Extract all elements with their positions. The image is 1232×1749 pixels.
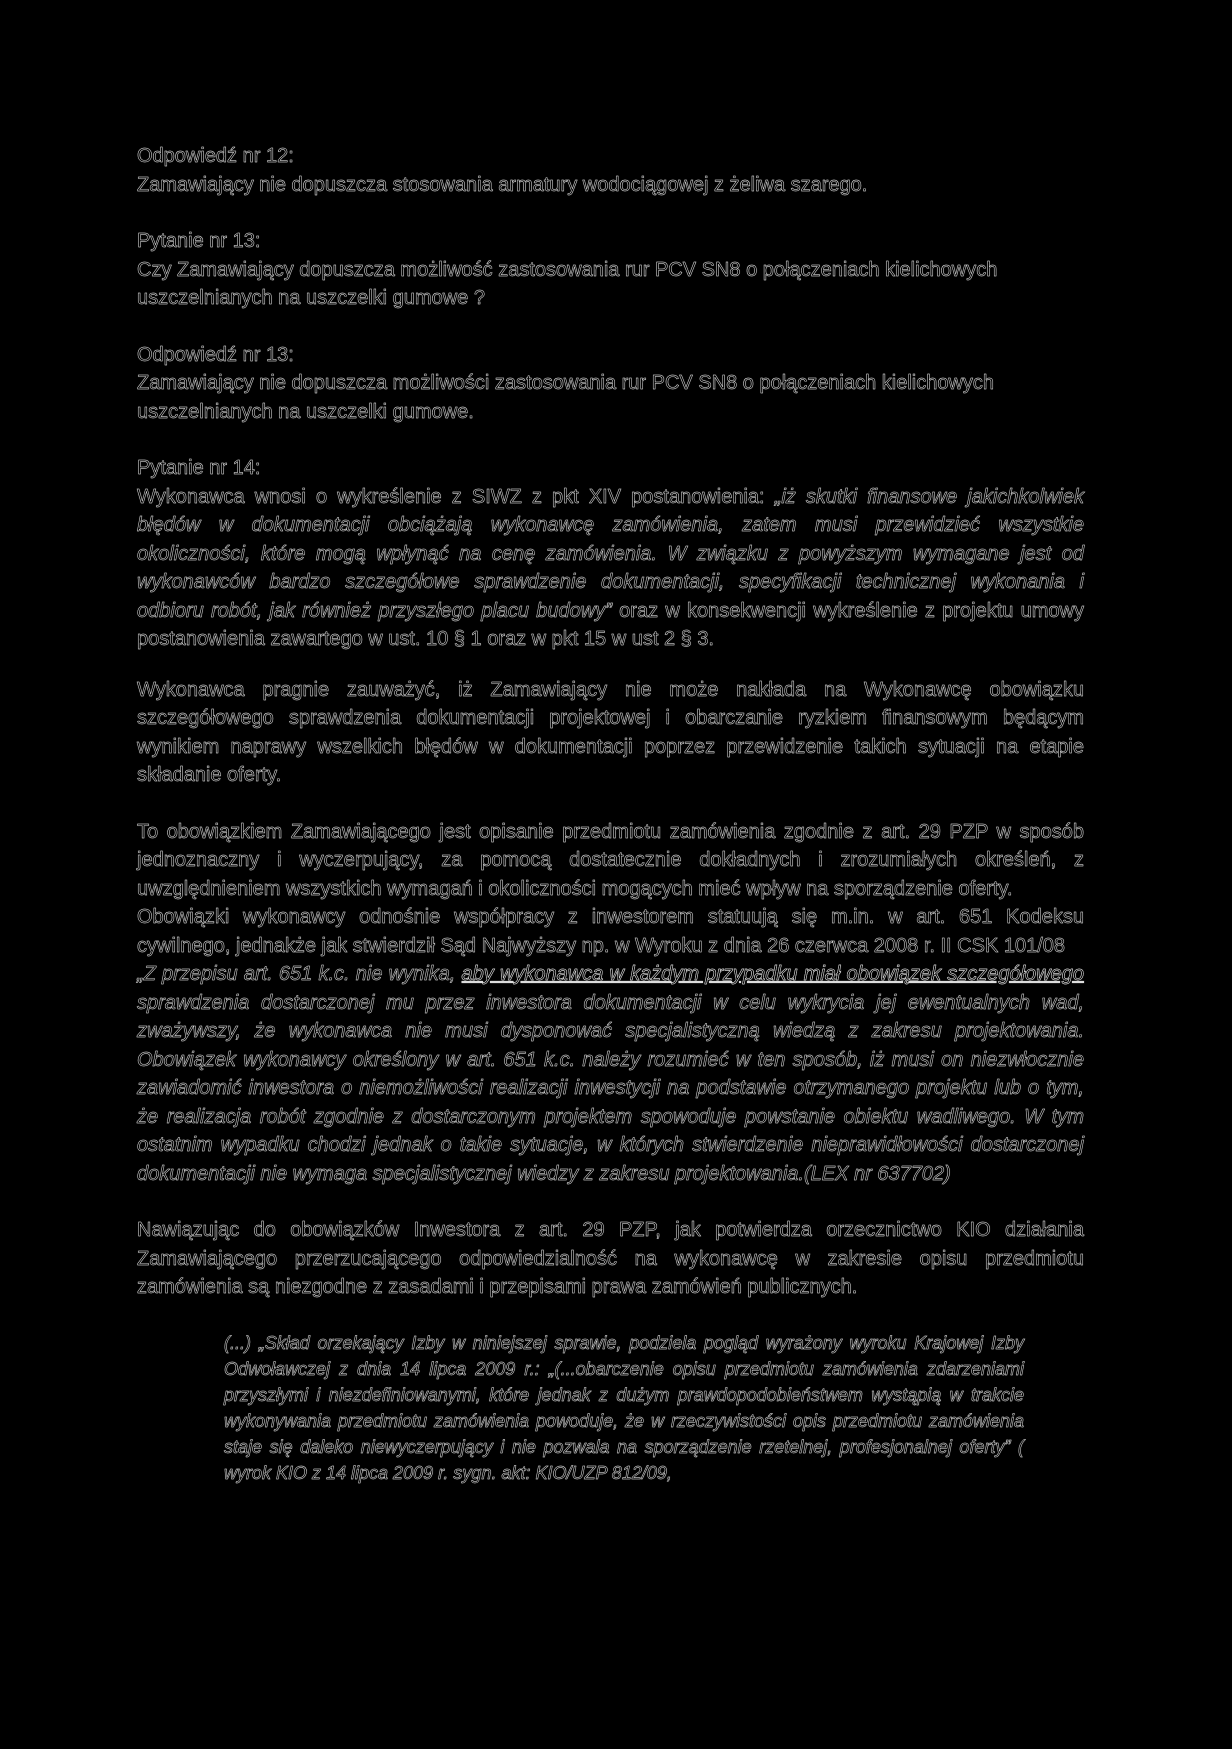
answer-12-text: Zamawiający nie dopuszcza stosowania armatury wodociągowej z żeliwa szarego. <box>137 173 868 196</box>
paragraph-lead: Wykonawca wnosi o wykreślenie z SIWZ z pkt XIV postanowienia: <box>137 485 775 508</box>
question-14-paragraph-3: To obowiązkiem Zamawiającego jest opisanie przedmiotu zamówienia zgodnie z art. 29 PZP w sposób jednoznaczny i wyczerpujący, za pomocą dostatecznie dokładnych i zrozumiałych określeń, z uwzględnieniem wszystkich wymagań i okoliczności mogących mieć wpływ na sporządzenie oferty. <box>137 820 1084 900</box>
question-14-paragraph-4: Obowiązki wykonawcy odnośnie współpracy z inwestorem statuują się m.in. w art. 651 Kodeksu cywilnego, jednakże jak stwierdził Sąd Najwyższy np. w Wyroku z dnia 26 czerwca 2008 r. II CSK 101/08 <box>137 906 1084 957</box>
ruling-rest: sprawdzenia dostarczonej mu przez inwestora dokumentacji w celu wykrycia jej ewentualnych wad, zważywszy, że wykonawca nie musi dysponować specjalistyczną wiedzą z zakresu projektowania. Obowiązek wykonawcy określony w art. 651 k.c. należy rozumieć w ten sposób, iż musi on niezwłocznie zawiadomić inwestora o niemożliwości realizacji inwestycji na podstawie otrzymanego projektu lub o tym, że realizacja robót zgodnie z dostarczonym projektem spowoduje powstanie obiektu wadliwego. W tym ostatnim wypadku chodzi jednak o takie sytuacje, w których stwierdzenie nieprawidłowości dostarczonej dokumentacji nie wymaga specjalistycznej wiedzy z zakresu projektowania.(LEX nr 637702) <box>137 991 1084 1185</box>
quoted-provision: „iż skutki finansowe jakichkolwiek błędów w dokumentacji obciążają wykonawcę zamówienia, zatem musi przewidzieć wszystkie okoliczności, które mogą wpłynąć na cenę zamówienia. W związku z powyższym wymagane jest od wykonawców bardzo szczegółowe sprawdzenie dokumentacji, specyfikacji technicznej wykonania i odbioru robót, jak również przyszłego placu budowy” <box>137 485 1084 622</box>
question-14-heading: Pytanie nr 14: <box>137 457 261 479</box>
paragraph-tail: oraz w konsekwencji wykreślenie z projektu umowy postanowienia zawartego w ust. 10 § 1 oraz w pkt 15 w ust 2 § 3. <box>137 599 1084 650</box>
ruling-lead: „Z przepisu art. 651 k.c. nie wynika, <box>137 963 462 985</box>
answer-13-heading: Odpowiedź nr 13: <box>137 343 294 366</box>
question-13-text: Czy Zamawiający dopuszcza możliwość zastosowania rur PCV SN8 o połączeniach kielichowych uszczelnianych na uszczelki gumowe ? <box>137 258 998 309</box>
answer-13-text: Zamawiający nie dopuszcza możliwości zastosowania rur PCV SN8 o połączeniach kielichowych uszczelnianych na uszczelki gumowe. <box>137 372 995 423</box>
question-14-paragraph-2: Wykonawca pragnie zauważyć, iż Zamawiający nie może nakłada na Wykonawcę obowiązku szczegółowego sprawdzenia dokumentacji projektowej i obarczanie ryzkiem finansowym będącym wynikiem naprawy wszelkich błędów w dokumentacji poprzez przewidzenie takich sytuacji na etapie składanie oferty. <box>137 678 1084 786</box>
ruling-underlined: aby wykonawca w każdym przypadku miał obowiązek szczegółowego <box>461 963 1084 985</box>
court-ruling-quote <box>137 960 1084 1188</box>
kio-ruling-quote: (...) „Skład orzekający Izby w niniejszej sprawie, podziela pogląd wyrażony wyroku Krajowej Izby Odwoławczej z dnia 14 lipca 2009 r.: „(...obarczenie opisu przedmiotu zamówienia zdarzeniami przyszłymi i niezdefiniowanymi, które jednak z dużym prawdopodobieństwem wystąpią w trakcie wykonywania przedmiotu zamówienia powoduje, że w rzeczywistości opis przedmiotu zamówienia staje się daleko niewyczerpujący i nie pozwala na sporządzenie rzetelnej, profesjonalnej oferty” ( wyrok KIO z 14 lipca 2009 r. sygn. akt: KIO/UZP 812/09, <box>224 1332 1024 1483</box>
answer-12-heading: Odpowiedź nr 12: <box>137 145 294 167</box>
question-13-heading: Pytanie nr 13: <box>137 230 261 252</box>
question-14-paragraph-1 <box>137 483 1084 654</box>
question-14-paragraph-6: Nawiązując do obowiązków Inwestora z art. 29 PZP, jak potwierdza orzecznictwo KIO działania Zamawiającego przerzucającego odpowiedzialność na wykonawcę w zakresie opisu przedmiotu zamówienia są niezgodne z zasadami i przepisami prawa zamówień publicznych. <box>137 1219 1084 1298</box>
